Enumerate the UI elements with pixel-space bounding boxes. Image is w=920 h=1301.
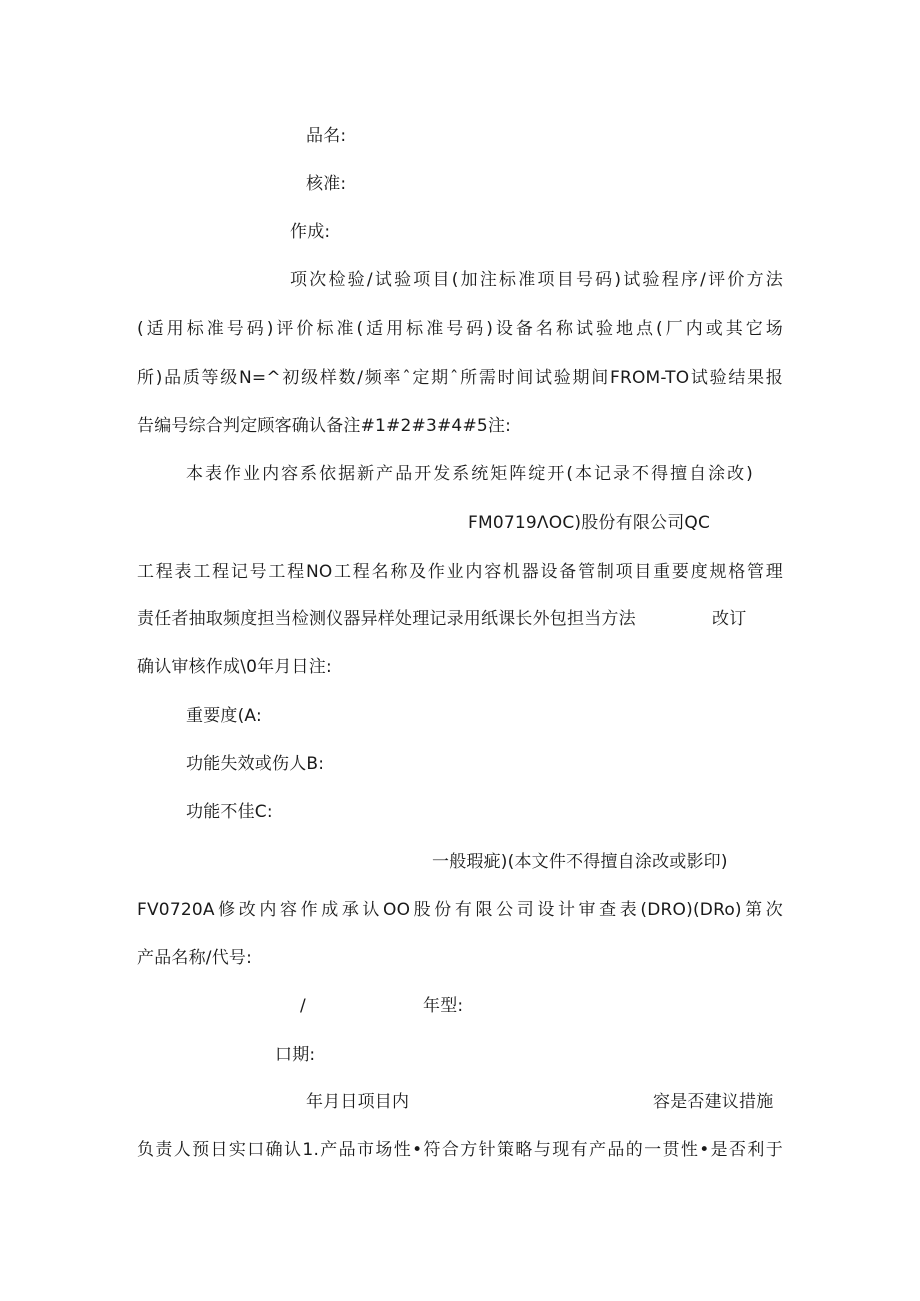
review-column-header-b: 容是否建议措施 — [653, 1092, 774, 1112]
importance-level-c: 功能不佳C: — [186, 802, 273, 822]
revision-label: 改订 — [712, 609, 747, 629]
importance-label: 重要度(A: — [186, 706, 262, 726]
prepared-field: 作成: — [290, 222, 331, 242]
test-plan-line-3: 所)品质等级N=^初级样数/频率ˆ定期ˆ所需时间试验期间FROM-TO试验结果报 — [137, 368, 783, 388]
importance-level-b: 功能失效或伤人B: — [186, 754, 325, 774]
test-plan-line-2: (适用标准号码)评价标准(适用标准号码)设备名称试验地点(厂内或其它场 — [137, 319, 783, 339]
product-code-field: 产品名称/代号: — [137, 948, 253, 968]
product-name-field: 品名: — [306, 126, 347, 146]
test-plan-line-4: 告编号综合判定顾客确认备注#1#2#3#4#5注: — [137, 416, 512, 436]
qc-form-code: FM0719ΛOC)股份有限公司QC — [468, 513, 711, 533]
review-column-header-a: 年月日项目内 — [306, 1092, 410, 1112]
qc-header-line-3: 确认审核作成\0年月日注: — [137, 657, 332, 677]
approved-field: 核准: — [306, 174, 347, 194]
slash-separator: / — [300, 996, 306, 1016]
importance-level-general: 一般瑕疵)(本文件不得擅自涂改或影印) — [432, 852, 728, 872]
review-item-line: 负责人预日实口确认1.产品市场性•符合方针策略与现有产品的一贯性•是否利于 — [137, 1140, 783, 1160]
design-review-title: FV0720A修改内容作成承认OO股份有限公司设计审查表(DRO)(DRo)第次 — [137, 900, 783, 920]
test-plan-line-1: 项次检验/试验项目(加注标准项目号码)试验程序/评价方法 — [290, 270, 783, 290]
test-plan-note: 本表作业内容系依据新产品开发系统矩阵绽开(本记录不得擅自涂改) — [186, 464, 753, 484]
date-field: 口期: — [275, 1045, 316, 1065]
qc-header-line-1: 工程表工程记号工程NO工程名称及作业内容机器设备管制项目重要度规格管理 — [137, 562, 783, 582]
qc-header-line-2: 责任者抽取频度担当检测仪器异样处理记录用纸课长外包担当方法 — [137, 609, 636, 629]
model-year-field: 年型: — [423, 996, 464, 1016]
